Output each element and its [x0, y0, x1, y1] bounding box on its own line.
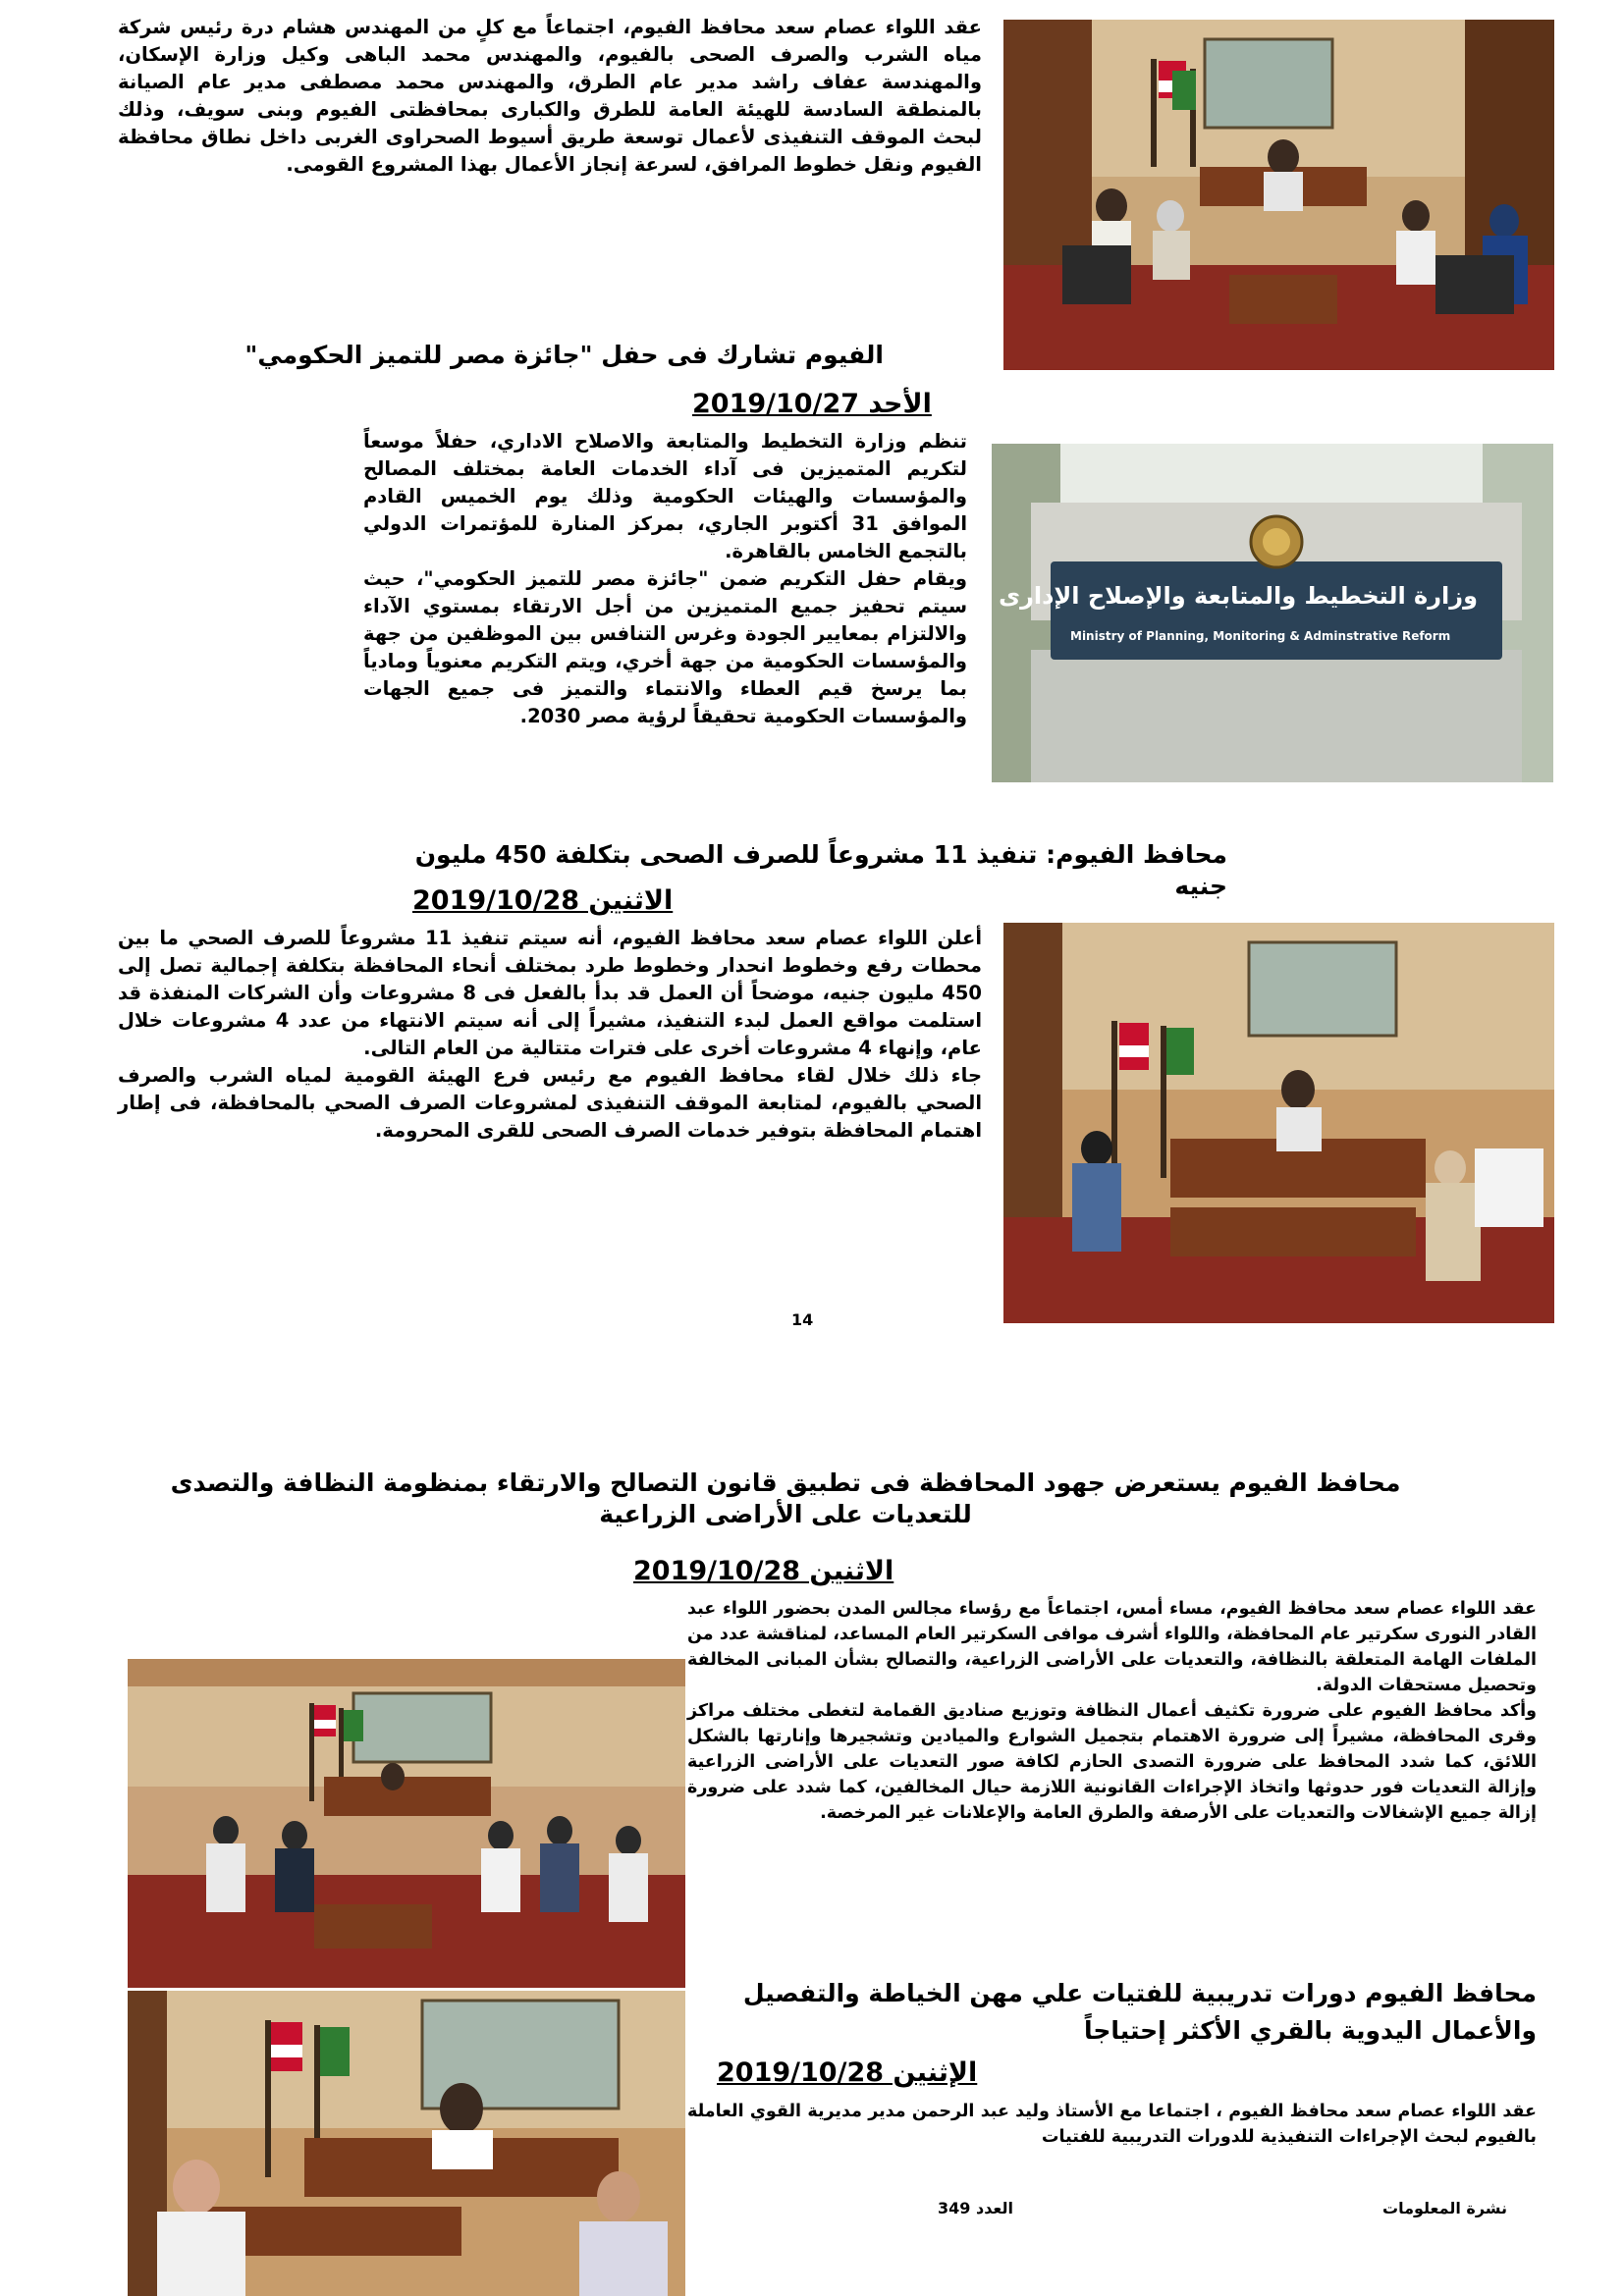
article1-paragraph: عقد اللواء عصام سعد محافظ الفيوم، اجتماعاً مع كلٍ من المهندس هشام درة رئيس شركة مياه الشرب والصرف الصحى بالفيوم، والمهندس محمد الباهى وكيل وزارة الإسكان، والمهندسة عفاف راشد مدير عام الطرق، والمهندس محمد مصطفى مدير عام الصيانة بالمنطقة السادسة للهيئة العامة للطرق والكبارى بمحافظتى الفيوم وبنى سويف، وذلك لبحث الموقف التنفيذى لأعمال توسعة طريق أسيوط الصحراوى الغربى داخل نطاق محافظة الفيوم ونقل خطوط المرافق، لسرعة إنجاز الأعمال بهذا المشروع القومى. — [118, 16, 982, 176]
article3-date: الاثنين 2019/10/28 — [412, 885, 674, 916]
article2-title: الفيوم تشارك فى حفل "جائزة مصر للتميز الحكومي" — [244, 341, 884, 369]
article5-paragraph-1: عقد اللواء عصام سعد محافظ الفيوم ، اجتماعا مع الأستاذ وليد عبد الرحمن مدير مديرية القوي العاملة بالفيوم لبحث الإجراءات التنفيذية للدورات التدريبية للفتيات — [687, 2102, 1537, 2147]
article4-date: الاثنين 2019/10/28 — [633, 1556, 894, 1586]
article5-date: الإثنين 2019/10/28 — [717, 2057, 978, 2088]
sign-english-text: Ministry of Planning, Monitoring & Adminstrative Reform — [1070, 629, 1451, 643]
article4-paragraph-1: عقد اللواء عصام سعد محافظ الفيوم، مساء أمس، اجتماعاً مع رؤساء مجالس المدن بحضور اللواء عبد القادر النورى سكرتير عام المحافظة، واللواء أشرف موافى السكرتير العام المساعد، لمناقشة عدد من الملفات الهامة المتعلقة بالنظافة، والتعديات على الأراضى الزراعية، والتصالح بشأن المبانى المخالفة وتحصيل مستحقات الدولة. — [687, 1599, 1537, 1695]
article4-paragraph-2: وأكد محافظ الفيوم على ضرورة تكثيف أعمال النظافة وتوزيع صناديق القمامة لتغطى مختلف مراكز وقرى المحافظة، مشيراً إلى ضرورة الاهتمام بتجميل الشوارع والميادين وتشجيرها وإنارتها بالشكل اللائق، كما شدد المحافظ على ضرورة التصدى الحازم لكافة صور التعديات على الأراضى الزراعية وإزالة التعديات فور حدوثها واتخاذ الإجراءات القانونية اللازمة حيال المخالفين، كما شدد على ضرورة إزالة جميع الإشغالات والتعديات على الأرصفة والطرق العامة والإعلانات غير المرخصة. — [687, 1701, 1537, 1823]
article3-paragraph-2: جاء ذلك خلال لقاء محافظ الفيوم مع رئيس فرع الهيئة القومية لمياه الشرب والصرف الصحي بالفيوم، لمتابعة الموقف التنفيذى لمشروعات الصرف الصحي بالمحافظة، فى إطار اهتمام المحافظة بتوفير خدمات الصرف الصحى للقرى المحرومة. — [118, 1064, 982, 1142]
article2-paragraph-2: ويقام حفل التكريم ضمن "جائزة مصر للتميز الحكومي"، حيث سيتم تحفيز جميع المتميزين من أجل الارتقاء بمستوي الآداء والالتزام بمعايير الجودة وغرس التنافس بين الموظفين من جهة والمؤسسات الحكومية من جهة أخري، ويتم التكريم معنوياً ومادياً بما يرسخ قيم العطاء والانتماء والتميز فى جميع الجهات والمؤسسات الحكومية تحقيقاً لرؤية مصر 2030. — [363, 567, 967, 727]
article4-title: محافظ الفيوم يستعرض جهود المحافظة فى تطبيق قانون التصالح والارتقاء بمنظومة النظافة والتصدى للتعديات على الأراضى الزراعية — [170, 1468, 1401, 1528]
meeting-photo-4 — [128, 1991, 685, 2296]
article3-title: محافظ الفيوم: تنفيذ 11 مشروعاً للصرف الصحى بتكلفة 450 مليون جنيه — [414, 840, 1227, 900]
sign-arabic-text: وزارة التخطيط والمتابعة والإصلاح الإدارى — [999, 582, 1478, 610]
article5-title — [687, 1975, 1537, 2050]
article5-body — [687, 2099, 1537, 2150]
article2-body — [363, 428, 967, 730]
article3-body — [118, 925, 982, 1145]
meeting-photo-3 — [128, 1659, 685, 1988]
ministry-sign-photo — [992, 444, 1553, 782]
article5-title-text: محافظ الفيوم دورات تدريبية للفتيات علي مهن الخياطة والتفصيل والأعمال اليدوية بالقري الأكثر إحتياجاً — [742, 1979, 1537, 2045]
article4-body — [687, 1596, 1537, 1826]
article3-paragraph-1: أعلن اللواء عصام سعد محافظ الفيوم، أنه سيتم تنفيذ 11 مشروعاً للصرف الصحي ما بين محطات رفع وخطوط انحدار وخطوط طرد بمختلف أنحاء المحافظة بتكلفة إجمالية تصل إلى 450 مليون جنيه، موضحاً أن العمل قد بدأ بالفعل فى 8 مشروعات وأن الشركات المنفذة قد استلمت مواقع العمل لبدء التنفيذ، مشيراً إلى أنه سيتم الانتهاء من عدد 4 مشروعات خلال عام، وإنهاء 4 مشروعات أخرى على فترات متتالية من العام التالى. — [118, 927, 983, 1059]
page-number-top: 14 — [791, 1310, 814, 1329]
meeting-photo-2 — [1003, 923, 1554, 1323]
article2-paragraph-1: تنظم وزارة التخطيط والمتابعة والاصلاح الاداري، حفلاً موسعاً لتكريم المتميزين فى آداء الخدمات العامة بمختلف المصالح والمؤسسات والهيئات الحكومية وذلك يوم الخميس القادم الموافق 31 أكتوبر الجاري، بمركز المنارة للمؤتمرات الدولي بالتجمع الخامس بالقاهرة. — [363, 430, 968, 562]
footer-issue: العدد 349 — [938, 2199, 1013, 2217]
footer-publication: نشرة المعلومات — [1382, 2199, 1508, 2217]
article2-date: الأحد 2019/10/27 — [692, 389, 932, 419]
meeting-photo-1 — [1003, 20, 1554, 370]
article1-body — [118, 14, 982, 179]
